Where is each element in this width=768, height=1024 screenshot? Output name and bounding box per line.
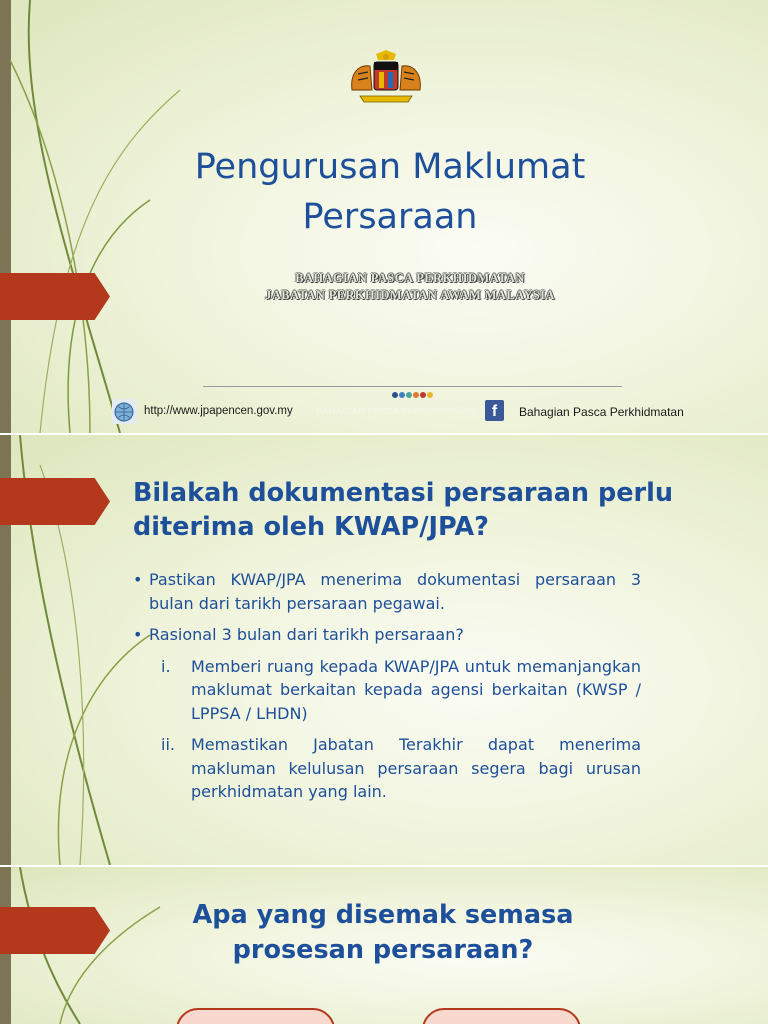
facebook-page-link[interactable]: Bahagian Pasca Perkhidmatan	[519, 405, 684, 419]
subtitle-line-1: BAHAGIAN PASCA PERKHIDMATAN	[295, 271, 525, 285]
slide-checking	[0, 867, 768, 1024]
slide-documentation	[0, 435, 768, 865]
slide-title	[0, 0, 768, 433]
numbered-subitem	[161, 733, 641, 804]
website-link[interactable]: http://www.jpapencen.gov.my	[144, 405, 293, 417]
malaysia-coat-of-arms-icon	[346, 50, 426, 106]
bullet-mark: •	[133, 625, 143, 644]
red-arrow-marker	[0, 907, 110, 954]
slide-heading: Apa yang disemak semasa prosesan persaraan?	[192, 900, 574, 965]
subitem-text: Memberi ruang kepada KWAP/JPA untuk memanjangkan maklumat berkaitan kepada agensi berkaitan (KWSP / LPPSA / LHDN)	[191, 656, 641, 723]
subtitle-line-2: JABATAN PERKHIDMATAN AWAM MALAYSIA	[265, 288, 555, 302]
checklist-box	[422, 1008, 581, 1024]
subitem-number: i.	[161, 656, 171, 676]
website-globe-icon	[112, 399, 137, 424]
numbered-subitem	[161, 655, 641, 726]
red-arrow-marker	[0, 478, 110, 525]
red-arrow-marker	[0, 273, 110, 320]
presentation-title: Pengurusan Maklumat Persaraan	[194, 147, 586, 237]
bullet-mark: •	[133, 570, 143, 589]
facebook-icon[interactable]: f	[485, 400, 504, 421]
checklist-box	[176, 1008, 335, 1024]
slide-heading: Bilakah dokumentasi persaraan perlu diterima oleh KWAP/JPA?	[133, 478, 673, 542]
organization-subtitle	[140, 270, 680, 304]
bullet-item	[133, 568, 641, 615]
bullet-text: Rasional 3 bulan dari tarikh persaraan?	[149, 625, 464, 644]
faint-label: BAHAGIAN PASCA PERKHIDMATAN	[316, 406, 476, 417]
subitem-text: Memastikan Jabatan Terakhir dapat menerima makluman kelulusan persaraan segera bagi urusan perkhidmatan yang lain.	[191, 735, 641, 801]
slide-body	[133, 568, 641, 812]
slide-footer	[112, 398, 692, 426]
bullet-item	[133, 623, 641, 647]
subitem-number: ii.	[161, 735, 175, 754]
bullet-text: Pastikan KWAP/JPA menerima dokumentasi persaraan 3 bulan dari tarikh persaraan pegawai.	[149, 570, 641, 613]
